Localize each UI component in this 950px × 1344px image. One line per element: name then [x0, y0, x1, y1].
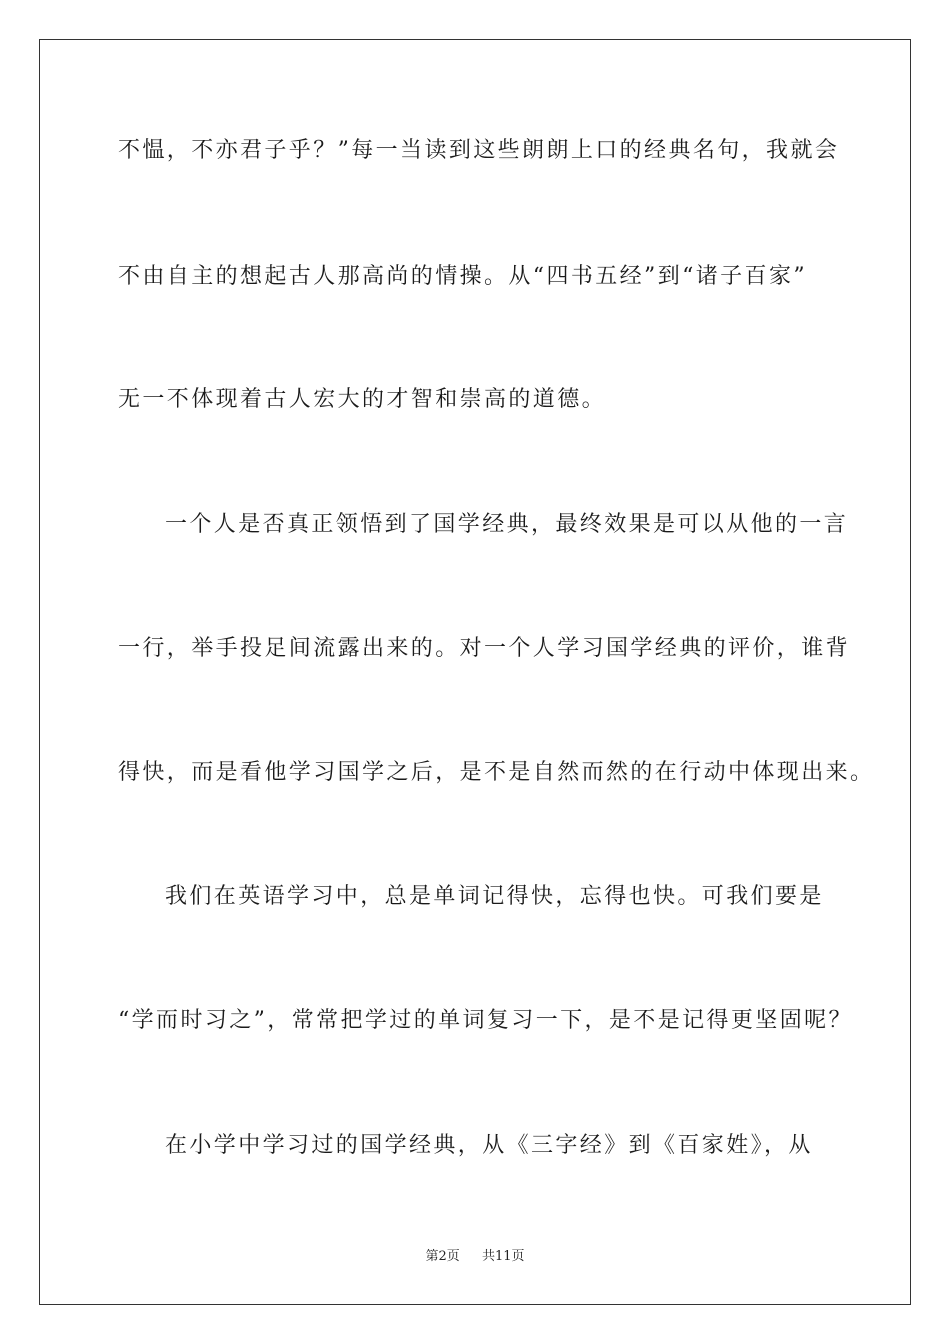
text-line-6: 得快，而是看他学习国学之后，是不是自然而然的在行动中体现出来。: [118, 760, 875, 785]
page-border: [39, 39, 911, 1305]
text-line-8: “学而时习之”，常常把学过的单词复习一下，是不是记得更坚固呢？: [118, 1008, 853, 1033]
page-number: 第2页: [425, 1249, 460, 1264]
text-line-5: 一行，举手投足间流露出来的。对一个人学习国学经典的评价，谁背: [118, 636, 851, 661]
text-line-9: 在小学中学习过的国学经典，从《三字经》到《百家姓》，从: [165, 1133, 813, 1158]
text-line-2: 不由自主的想起古人那高尚的情操。从“四书五经”到“诸子百家”: [118, 264, 807, 289]
total-pages: 共11页: [482, 1249, 525, 1264]
text-line-7: 我们在英语学习中，总是单词记得快，忘得也快。可我们要是: [165, 884, 824, 909]
text-line-1: 不愠，不亦君子乎？”每一当读到这些朗朗上口的经典名句，我就会: [118, 138, 840, 163]
text-line-4: 一个人是否真正领悟到了国学经典，最终效果是可以从他的一言: [165, 512, 849, 537]
text-line-3: 无一不体现着古人宏大的才智和崇高的道德。: [118, 387, 607, 412]
page-footer: [0, 1248, 950, 1266]
